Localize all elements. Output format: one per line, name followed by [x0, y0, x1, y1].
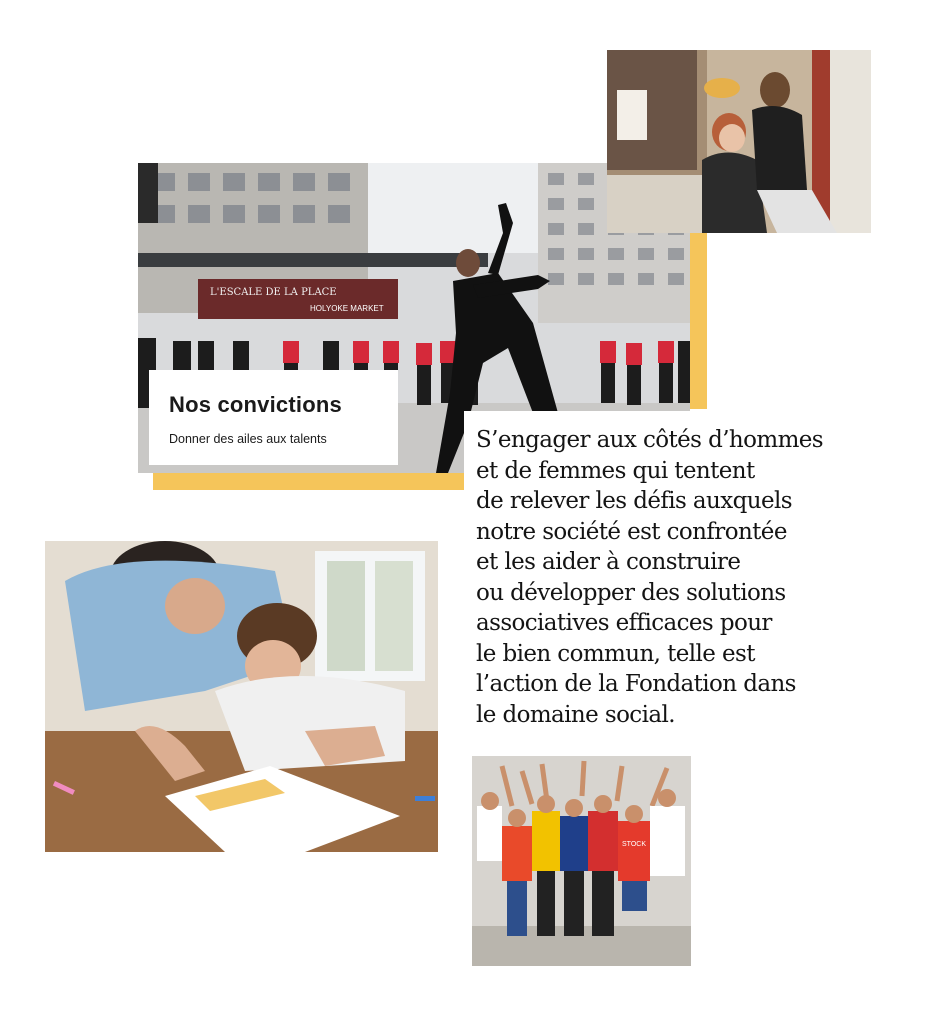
- shop-sign-text: L'ESCALE DE LA PLACE: [210, 287, 337, 298]
- intro-text-block: [464, 411, 884, 731]
- accent-frame-top-right: [688, 233, 707, 409]
- card-subtitle: Donner des ailes aux talents: [169, 432, 327, 446]
- paragraph-line: de relever les défis auxquels: [476, 488, 792, 514]
- intro-paragraph: [476, 425, 884, 730]
- accent-frame-main: [153, 472, 465, 490]
- youth-group-photo: [472, 756, 691, 966]
- paragraph-line: ou développer des solutions: [476, 579, 786, 606]
- card-title: Nos convictions: [169, 392, 342, 417]
- market-sign-text: HOLYOKE MARKET: [310, 304, 384, 313]
- paragraph-line: le bien commun, telle est: [476, 640, 755, 667]
- paragraph-line: et de femmes qui tentent: [476, 457, 755, 484]
- paragraph-line: notre société est confrontée: [476, 518, 787, 545]
- convictions-card: [149, 370, 398, 465]
- paragraph-line: associatives efficaces pour: [476, 610, 772, 636]
- paragraph-line: S’engager aux côtés d’hommes: [476, 427, 824, 453]
- elderly-companion-photo: [607, 50, 871, 233]
- tutoring-photo: [45, 541, 438, 852]
- paragraph-line: et les aider à construire: [476, 549, 741, 575]
- shirt-text: STOCK: [622, 841, 646, 848]
- paragraph-line: l’action de la Fondation dans: [476, 671, 796, 697]
- paragraph-line: le domaine social.: [476, 701, 675, 728]
